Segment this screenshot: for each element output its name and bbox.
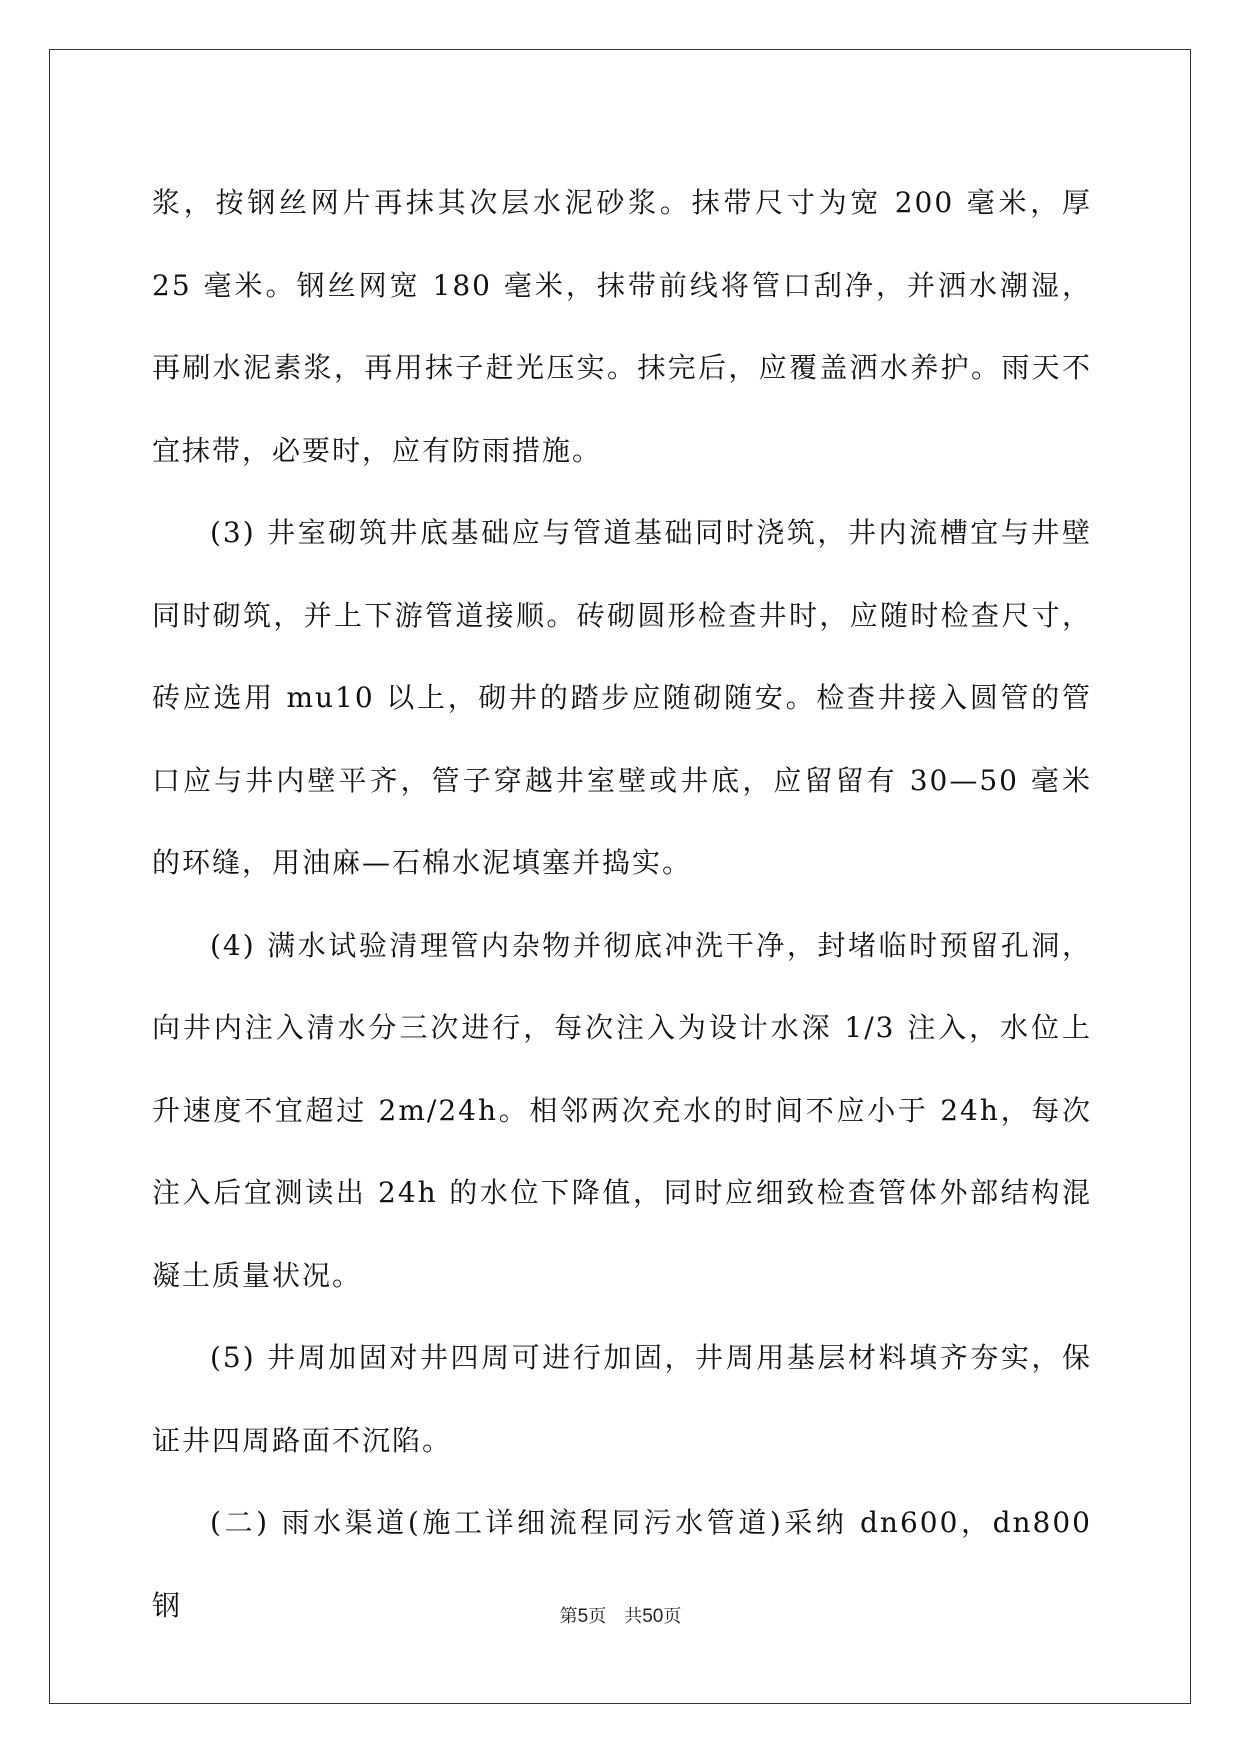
page-number: 5 [577,1606,589,1627]
paragraph-continuation: 浆，按钢丝网片再抹其次层水泥砂浆。抹带尺寸为宽 200 毫米，厚 25 毫米。钢丝网宽 180 毫米，抹带前线将管口刮净，并洒水潮湿，再刷水泥素浆，再用抹子赶光压实。抹完后，应覆盖洒水养护。雨天不宜抹带，必要时，应有防雨措施。 [152,186,1092,467]
page-footer [0,1602,1241,1628]
page-suffix: 页 [588,1606,607,1627]
document-body [152,162,1092,1647]
page-prefix: 第 [559,1606,578,1627]
paragraph-rainwater-channel: (二) 雨水渠道(施工详细流程同污水管道)采纳 dn600，dn800 钢 [152,1506,1092,1622]
paragraph-4-water-test: (4) 满水试验清理管内杂物并彻底冲洗干净，封堵临时预留孔洞，向井内注入清水分三次进行，每次注入为设计水深 1/3 注入，水位上升速度不宜超过 2m/24h。相邻两次充水的时间不应小于 24h，每次注入后宜测读出 24h 的水位下降值，同时应细致检查管体外部结构混凝土质量状况。 [152,928,1092,1292]
paragraph-5-well-reinforcement: (5) 井周加固对井四周可进行加固，井周用基层材料填齐夯实，保证井四周路面不沉陷。 [152,1341,1092,1457]
total-prefix: 共 [624,1606,643,1627]
paragraph-3-well-masonry: (3) 井室砌筑井底基础应与管道基础同时浇筑，井内流槽宜与井壁同时砌筑，并上下游管道接顺。砖砌圆形检查井时，应随时检查尺寸，砖应选用 mu10 以上，砌井的踏步应随砌随安。检查井接入圆管的管口应与井内壁平齐，管子穿越井室壁或井底，应留留有 30—50 毫米的环缝，用油麻—石棉水泥填塞并捣实。 [152,516,1092,879]
total-suffix: 页 [663,1606,682,1627]
total-pages: 50 [642,1606,664,1627]
